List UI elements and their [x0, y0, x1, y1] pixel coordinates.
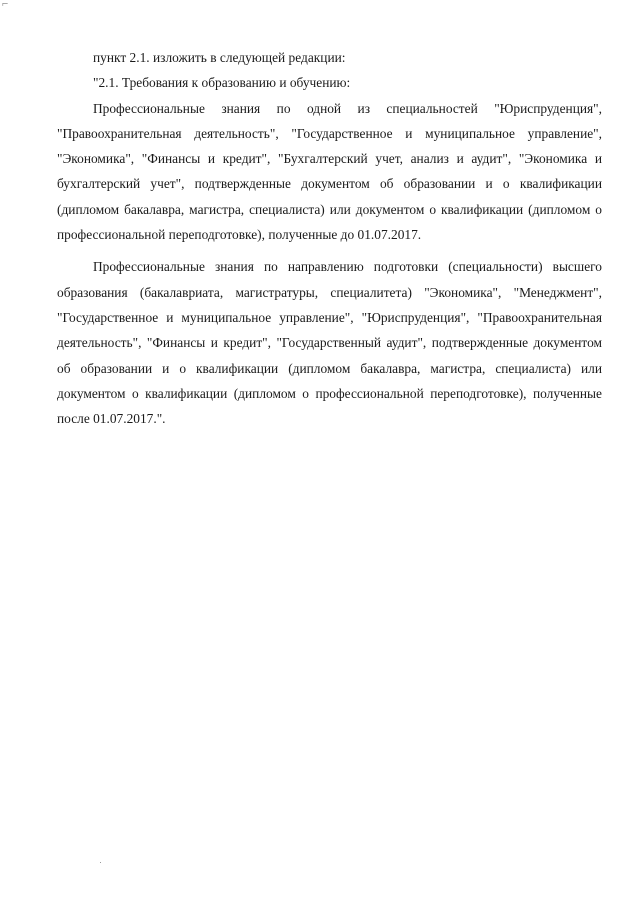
scan-corner-mark: ⌐ [2, 0, 9, 10]
scan-speck [100, 862, 101, 863]
intro-line: пункт 2.1. изложить в следующей редакции: [93, 50, 346, 65]
paragraph-education-before-2017: Профессиональные знания по одной из специальностей "Юриспруденция", "Правоохранительная деятельность", "Государственное и муниципальное управление", "Экономика", "Финансы и кредит", "Бухгалтерский учет, анализ и аудит", "Экономика и бухгалтерский учет", подтвержденные документом об образовании и о квалификации (дипломом бакалавра, магистра, специалиста) или документом о квалификации (дипломом о профессиональной переподготовке), полученные до 01.07.2017. [57, 100, 602, 243]
paragraph-education-after-2017: Профессиональные знания по направлению подготовки (специальности) высшего образования (бакалавриата, магистратуры, специалитета) "Экономика", "Менеджмент", "Государственное и муниципальное управление", "Юриспруденция", "Правоохранительная деятельность", "Финансы и кредит", "Государственный аудит", подтвержденные документом об образовании и о квалификации (дипломом бакалавра, магистра, специалиста) или документом о квалификации (дипломом о профессиональной переподготовке), полученные после 01.07.2017.". [57, 259, 602, 427]
document-page [57, 45, 602, 431]
section-heading: "2.1. Требования к образованию и обучению: [93, 75, 351, 91]
